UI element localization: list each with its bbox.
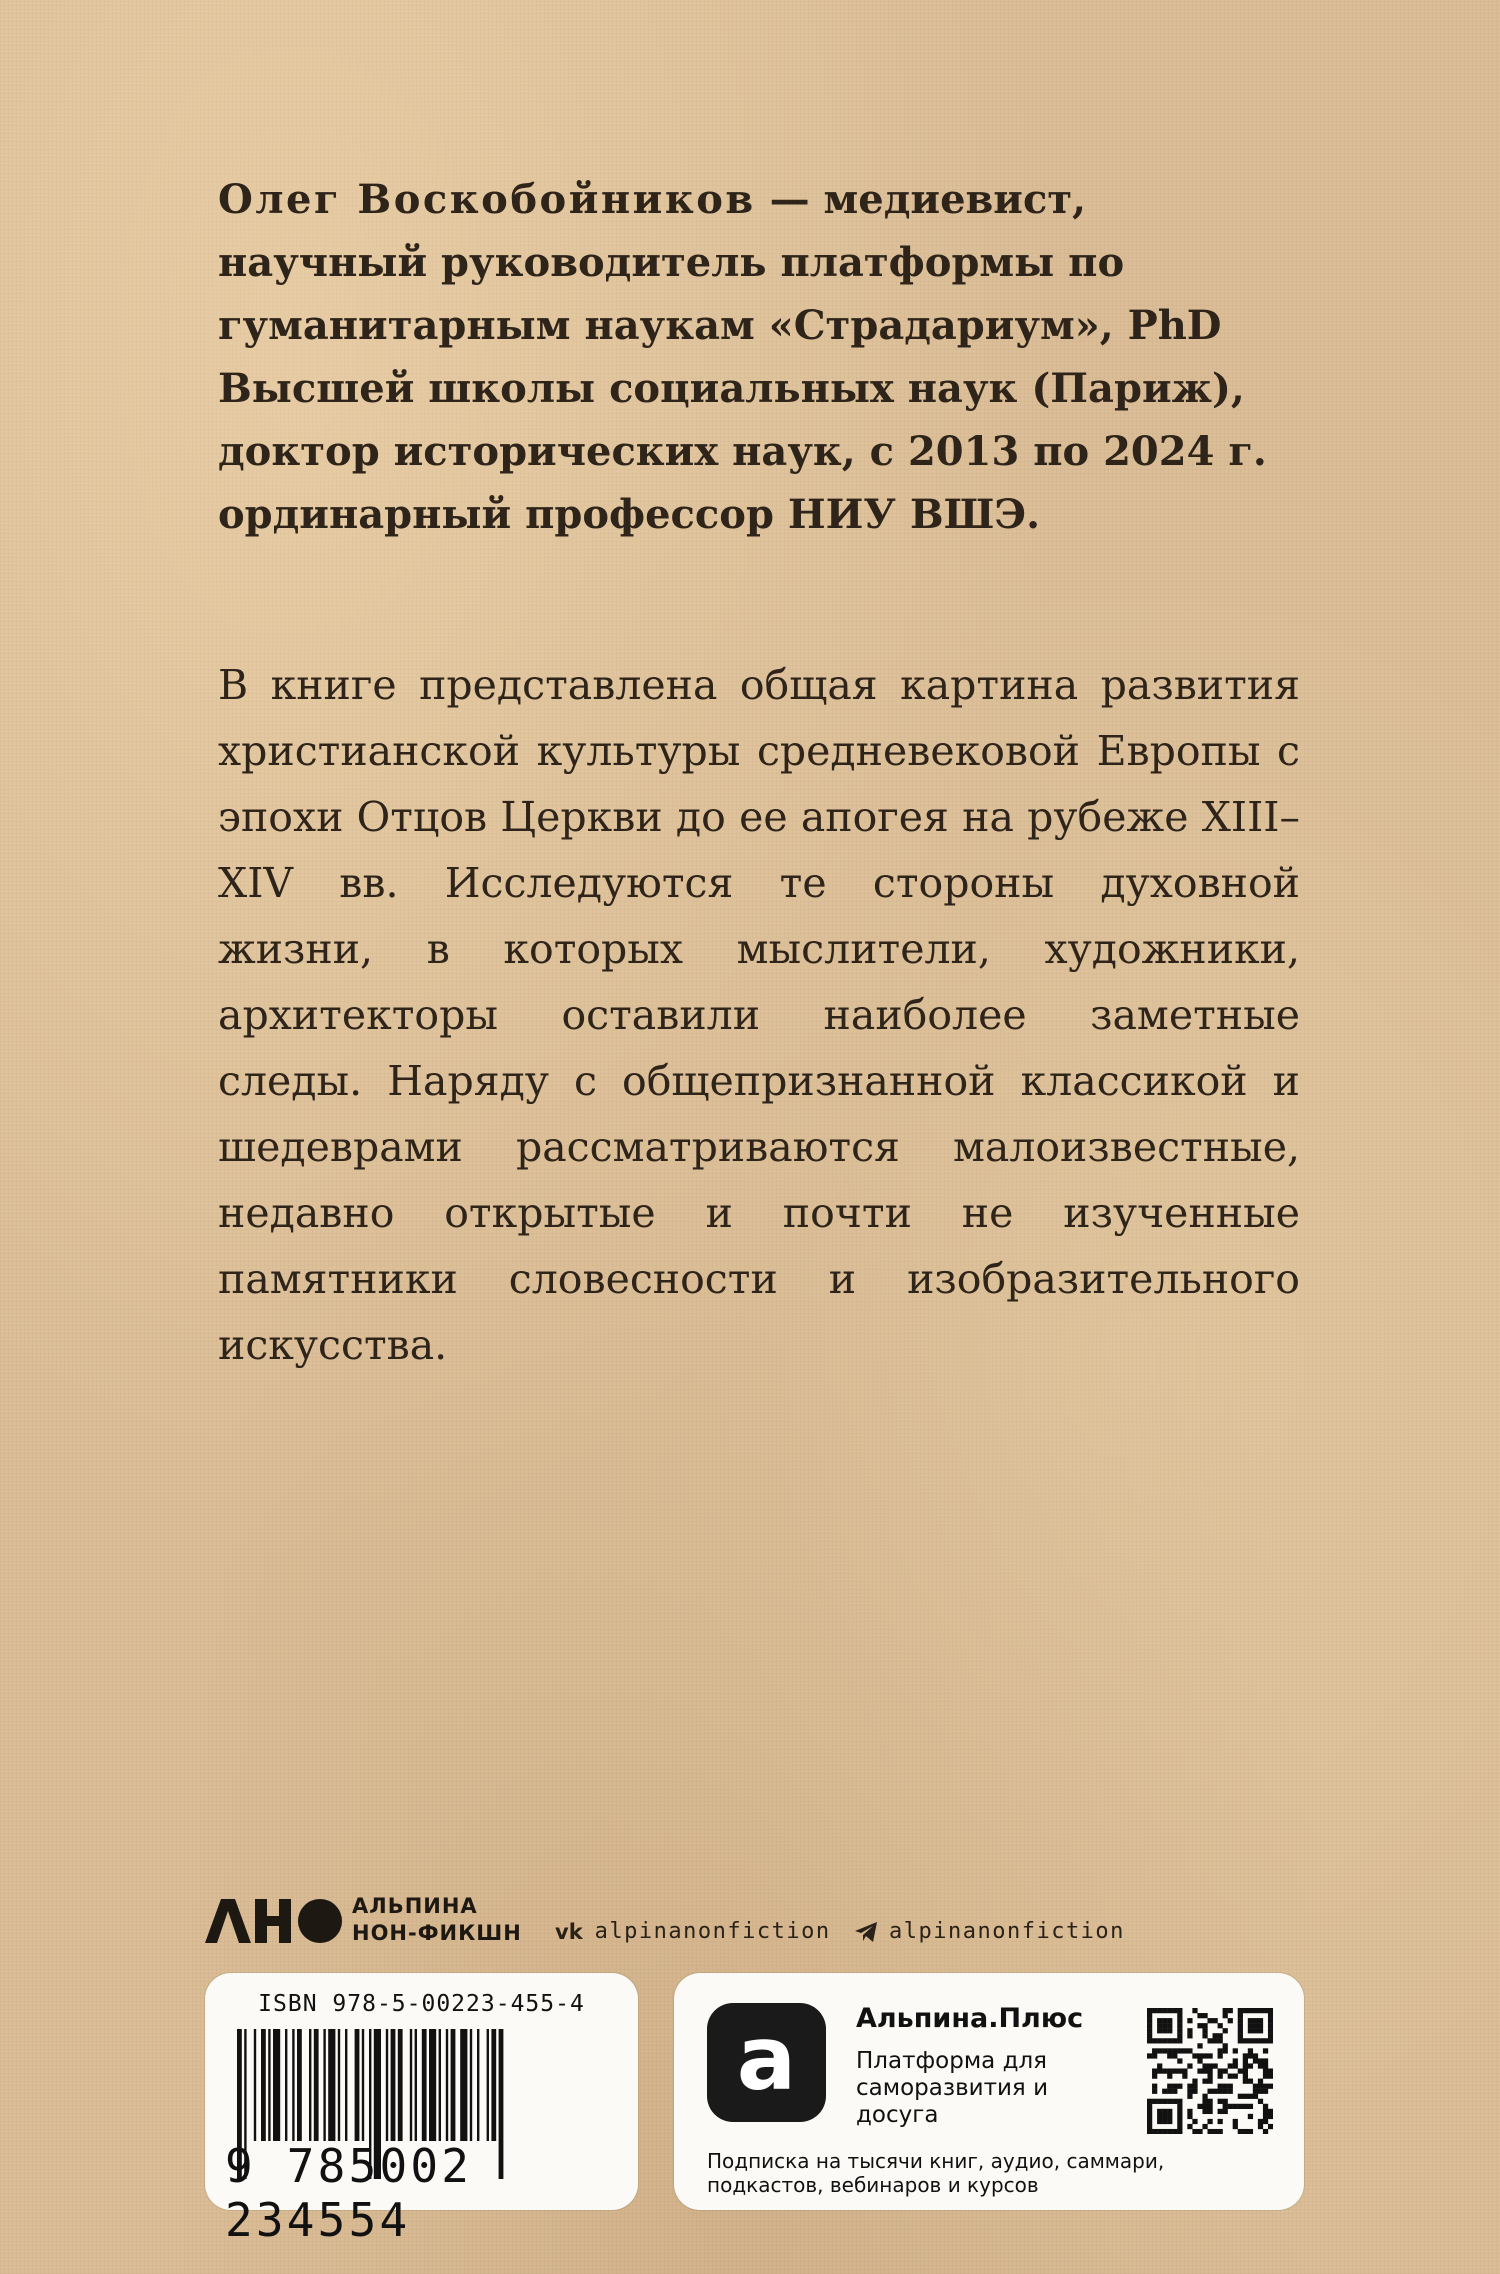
publisher-logo-icon — [205, 1899, 345, 1943]
telegram-icon — [855, 1922, 877, 1942]
telegram-handle: alpinanonfiction — [889, 1919, 1125, 1944]
vk-link[interactable] — [555, 1919, 831, 1944]
vk-handle: alpinanonfiction — [594, 1919, 831, 1944]
isbn-label: ISBN 978-5-00223-455-4 — [258, 1991, 585, 2017]
vk-icon: vk — [555, 1919, 583, 1944]
book-description: В книге представлена общая картина развития христианской культуры средневековой Европы с эпохи Отцов Церкви до ее апогея на рубеже XIII–XIV вв. Исследуются те стороны духовной жизни, в которых мыслители, художники, архитекторы оставили наиболее заметные следы. Наряду с общепризнанной классикой и шедеврами рассматриваются малоизвестные, недавно открытые и почти не изученные памятники словесности и изобразительного искусства. — [218, 661, 1300, 1369]
alpina-plus-box — [674, 1973, 1304, 2210]
author-bio — [218, 168, 1288, 546]
publisher-logo-text — [352, 1893, 522, 1947]
isbn-box — [205, 1973, 638, 2247]
barcode-digits: 9 785002 234554 — [225, 2139, 473, 2247]
telegram-link[interactable] — [855, 1919, 1125, 1944]
publisher-logo-line2: НОН-ФИКШН — [352, 1921, 522, 1945]
alpina-plus-app-icon: a — [707, 2003, 826, 2122]
author-bio-text: — медиевист, научный руководитель платформы по гуманитарным наукам «Страдариум», PhD Высшей школы социальных наук (Париж), доктор исторических наук, с 2013 по 2024 г. ординарный профессор НИУ ВШЭ. — [218, 176, 1267, 538]
author-name: Олег Воскобойников — [218, 176, 756, 223]
publisher-row — [205, 1893, 1205, 1963]
alpina-plus-title: Альпина.Плюс — [856, 2003, 1084, 2034]
publisher-logo-line1: АЛЬПИНА — [352, 1894, 478, 1918]
alpina-plus-footer: Подписка на тысячи книг, аудио, саммари, подкастов, вебинаров и курсов — [707, 2149, 1165, 2197]
alpina-plus-subtitle: Платформа для саморазвития и досуга — [856, 2048, 1049, 2128]
qr-code-icon[interactable] — [1147, 2008, 1273, 2134]
